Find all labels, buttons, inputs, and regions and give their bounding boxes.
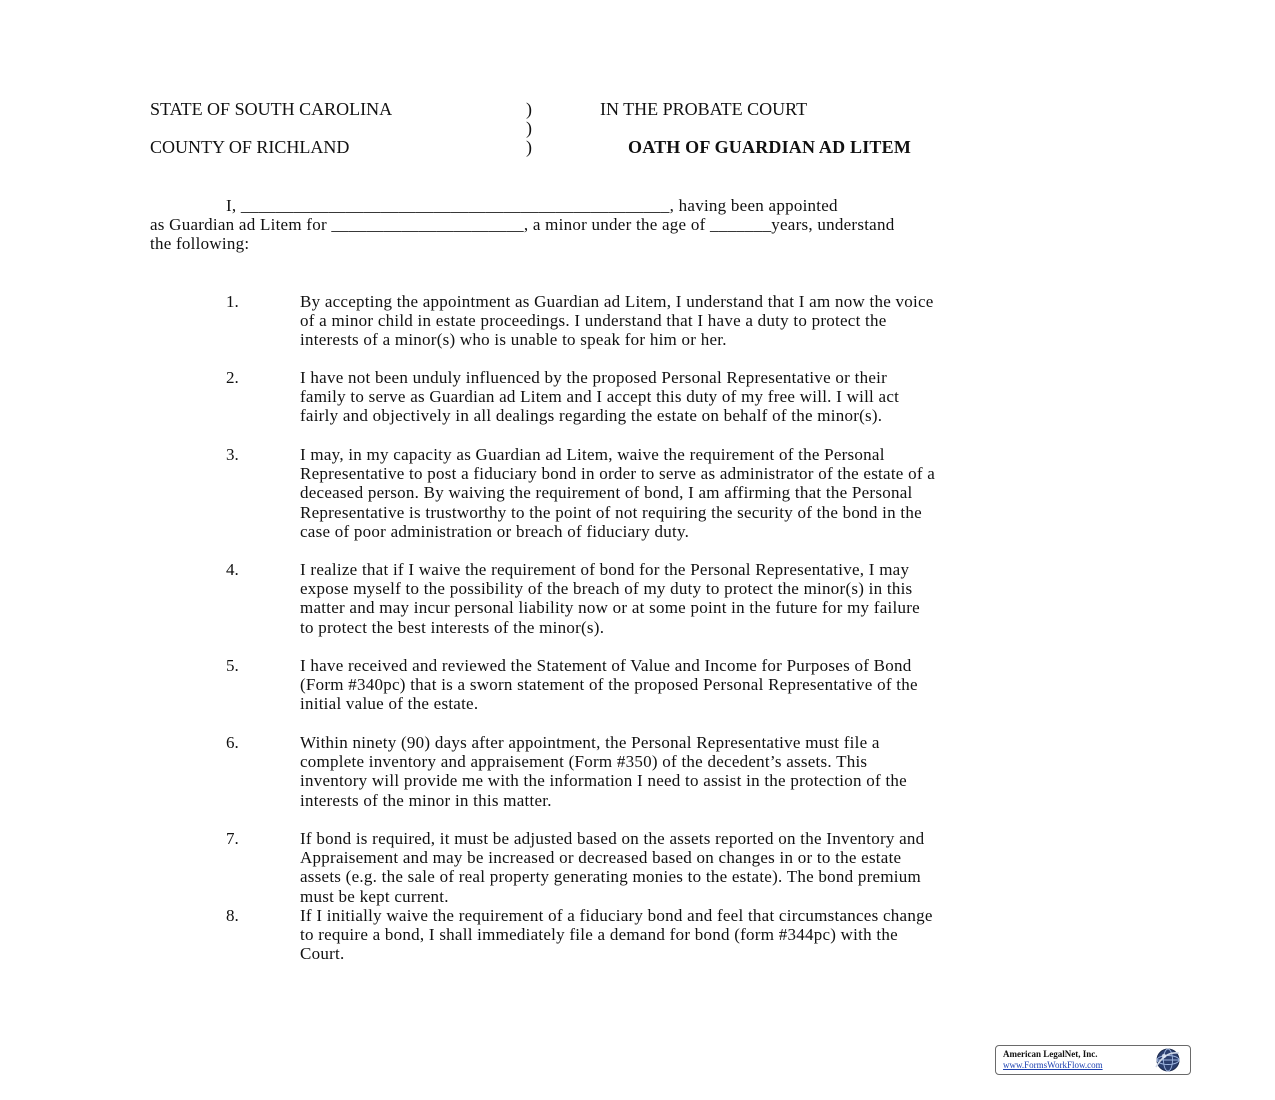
item-text — [300, 368, 1205, 426]
intro-line-2: as Guardian ad Litem for ______________________, a minor under the age of _______years, understand — [150, 215, 895, 234]
caption-paren: ) — [526, 99, 532, 119]
item-line: to require a bond, I shall immediately file a demand for bond (form #344pc) with the — [300, 925, 898, 945]
item-line: interests of the minor in this matter. — [300, 790, 552, 810]
caption-paren: ) — [526, 137, 532, 157]
item-number: 3. — [226, 445, 239, 464]
item-line: I have received and reviewed the Statement of Value and Income for Purposes of Bond — [300, 656, 912, 675]
publisher-link[interactable]: www.FormsWorkFlow.com — [1003, 1060, 1103, 1070]
item-line: inventory will provide me with the information I need to assist in the protection of the — [300, 771, 907, 791]
item-text — [300, 829, 1205, 906]
item-line: matter and may incur personal liability now or at some point in the future for my failure — [300, 598, 920, 618]
document-title: OATH OF GUARDIAN AD LITEM — [628, 137, 912, 157]
item-line: Appraisement and may be increased or decreased based on changes in or to the estate — [300, 848, 902, 868]
item-line: I have not been unduly influenced by the proposed Personal Representative or their — [300, 368, 887, 387]
item-line: If bond is required, it must be adjusted based on the assets reported on the Inventory and — [300, 829, 925, 848]
item-line: I realize that if I waive the requirement of bond for the Personal Representative, I may — [300, 560, 910, 579]
state-name: STATE OF SOUTH CAROLINA — [150, 99, 393, 119]
globe-icon — [1153, 1047, 1181, 1073]
item-line: case of poor administration or breach of fiduciary duty. — [300, 521, 690, 541]
item-number: 6. — [226, 733, 239, 752]
item-line: I may, in my capacity as Guardian ad Litem, waive the requirement of the Personal — [300, 445, 885, 464]
item-number: 5. — [226, 656, 239, 675]
item-line: If I initially waive the requirement of a fiduciary bond and feel that circumstances change — [300, 906, 933, 925]
item-number: 4. — [226, 560, 239, 579]
county-name: COUNTY OF RICHLAND — [150, 137, 350, 157]
item-line: Representative is trustworthy to the point of not requiring the security of the bond in the — [300, 502, 922, 522]
item-line: family to serve as Guardian ad Litem and I accept this duty of my free will. I will act — [300, 387, 900, 407]
item-number: 1. — [226, 292, 239, 311]
item-line: of a minor child in estate proceedings. I understand that I have a duty to protect the — [300, 311, 887, 331]
publisher-logo — [995, 1045, 1191, 1075]
intro-line-3: the following: — [150, 234, 250, 253]
item-text — [300, 733, 1205, 810]
item-line: By accepting the appointment as Guardian ad Litem, I understand that I am now the voice — [300, 292, 934, 311]
court-name: IN THE PROBATE COURT — [600, 99, 808, 119]
item-line: to protect the best interests of the minor(s). — [300, 617, 605, 637]
item-line: must be kept current. — [300, 886, 449, 906]
publisher-name: American LegalNet, Inc. — [1003, 1049, 1098, 1059]
item-text — [300, 445, 1205, 541]
item-number: 2. — [226, 368, 239, 387]
intro-line-1: I, _________________________________________________, having been appointed — [226, 196, 838, 215]
item-line: interests of a minor(s) who is unable to speak for him or her. — [300, 330, 727, 350]
item-number: 8. — [226, 906, 239, 925]
item-text — [300, 656, 1205, 714]
item-line: deceased person. By waiving the requirement of bond, I am affirming that the Personal — [300, 483, 913, 503]
item-line: Representative to post a fiduciary bond in order to serve as administrator of the estate of a — [300, 464, 936, 484]
item-line: Court. — [300, 944, 345, 964]
item-line: assets (e.g. the sale of real property generating monies to the estate). The bond premium — [300, 867, 921, 887]
item-line: expose myself to the possibility of the breach of my duty to protect the minor(s) in this — [300, 579, 913, 599]
item-line: fairly and objectively in all dealings regarding the estate on behalf of the minor(s). — [300, 406, 883, 426]
item-number: 7. — [226, 829, 239, 848]
item-line: complete inventory and appraisement (Form #350) of the decedent’s assets. This — [300, 752, 868, 772]
item-text — [300, 906, 1205, 964]
item-line: Within ninety (90) days after appointment, the Personal Representative must file a — [300, 733, 880, 752]
item-text — [300, 560, 1205, 637]
caption-paren: ) — [526, 118, 532, 138]
item-line: initial value of the estate. — [300, 694, 479, 714]
item-line: (Form #340pc) that is a sworn statement of the proposed Personal Representative of the — [300, 675, 918, 695]
item-text — [300, 292, 1205, 350]
